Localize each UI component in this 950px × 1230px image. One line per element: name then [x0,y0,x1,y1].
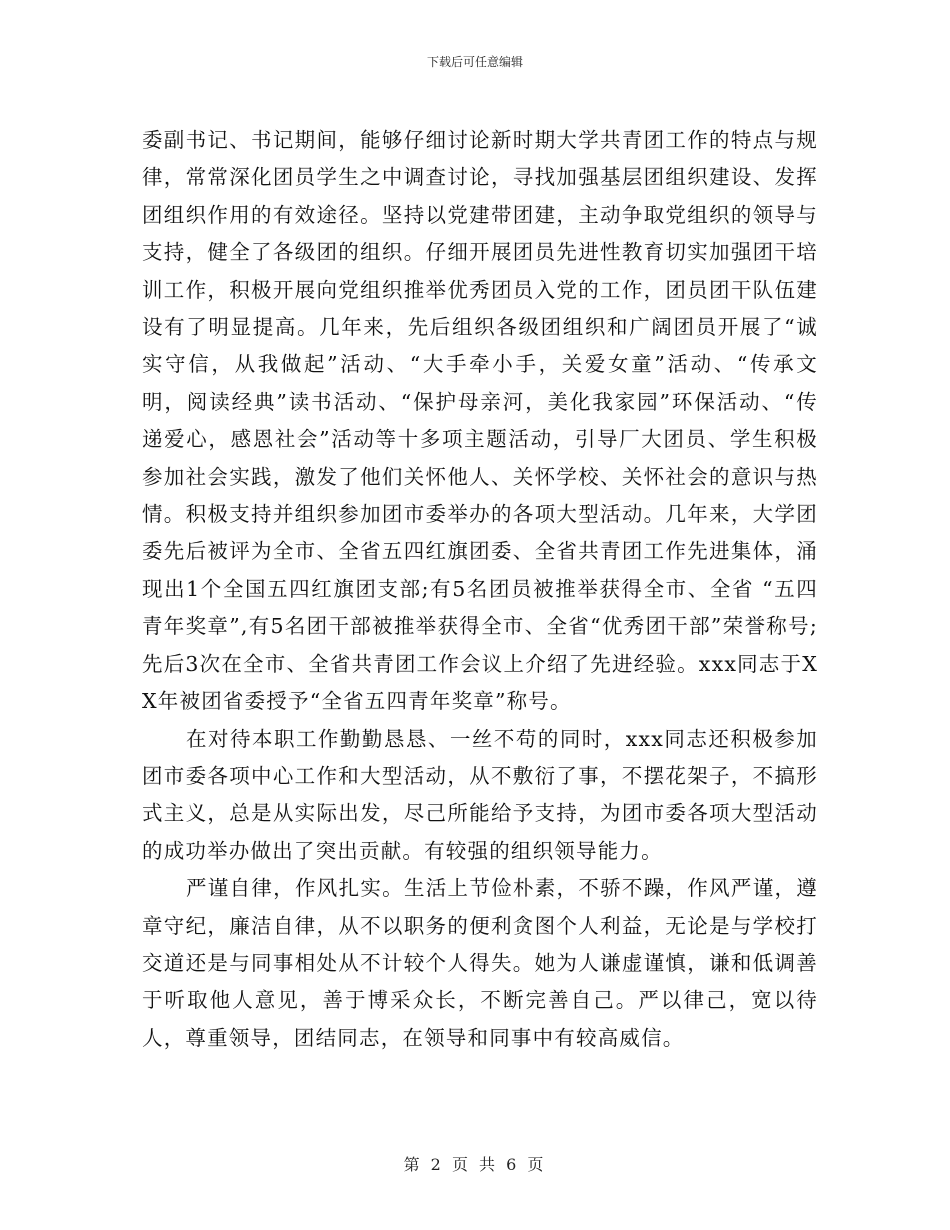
body-paragraph-3: 严谨自律，作风扎实。生活上节俭朴素，不骄不躁，作风严谨，遵章守纪，廉洁自律，从不以职务的便利贪图个人利益，无论是与学校打交道还是与同事相处从不计较个人得失。她为人谦虚谨慎，谦和低调善于听取他人意见，善于博采众长，不断完善自己。严以律己，宽以待人，尊重领导，团结同志，在领导和同事中有较高威信。 [142,876,818,1050]
page-number-footer: 第 2 页 共 6 页 [403,1155,547,1174]
document-body [142,122,818,1057]
body-paragraph-2: 在对待本职工作勤勤恳恳、一丝不苟的同时，xxx同志还积极参加团市委各项中心工作和大型活动，从不敷衍了事，不摆花架子，不搞形式主义，总是从实际出发，尽己所能给予支持，为团市委各项大型活动的成功举办做出了突出贡献。有较强的组织领导能力。 [142,726,818,863]
page-header: 下载后可任意编辑 [426,55,523,69]
body-paragraph-1: 委副书记、书记期间，能够仔细讨论新时期大学共青团工作的特点与规律，常常深化团员学生之中调查讨论，寻找加强基层团组织建设、发挥团组织作用的有效途径。坚持以党建带团建，主动争取党组织的领导与支持，健全了各级团的组织。仔细开展团员先进性教育切实加强团干培训工作，积极开展向党组织推举优秀团员入党的工作，团员团干队伍建设有了明显提高。几年来，先后组织各级团组织和广阔团员开展了“诚实守信，从我做起”活动、“大手牵小手，关爱女童”活动、“传承文明，阅读经典”读书活动、“保护母亲河，美化我家园”环保活动、“传递爱心，感恩社会”活动等十多项主题活动，引导厂大团员、学生积极参加社会实践，激发了他们关怀他人、关怀学校、关怀社会的意识与热情。积极支持并组织参加团市委举办的各项大型活动。几年来，大学团委先后被评为全市、全省五四红旗团委、全省共青团工作先进集体，涌现出1个全国五四红旗团支部;有5名团员被推举获得全市、全省 “五四青年奖章”,有5名团干部被推举获得全市、全省“优秀团干部”荣誉称号;先后3次在全市、全省共青团工作会议上介绍了先进经验。xxx同志于XX年被团省委授予“全省五四青年奖章”称号。 [142,128,818,714]
